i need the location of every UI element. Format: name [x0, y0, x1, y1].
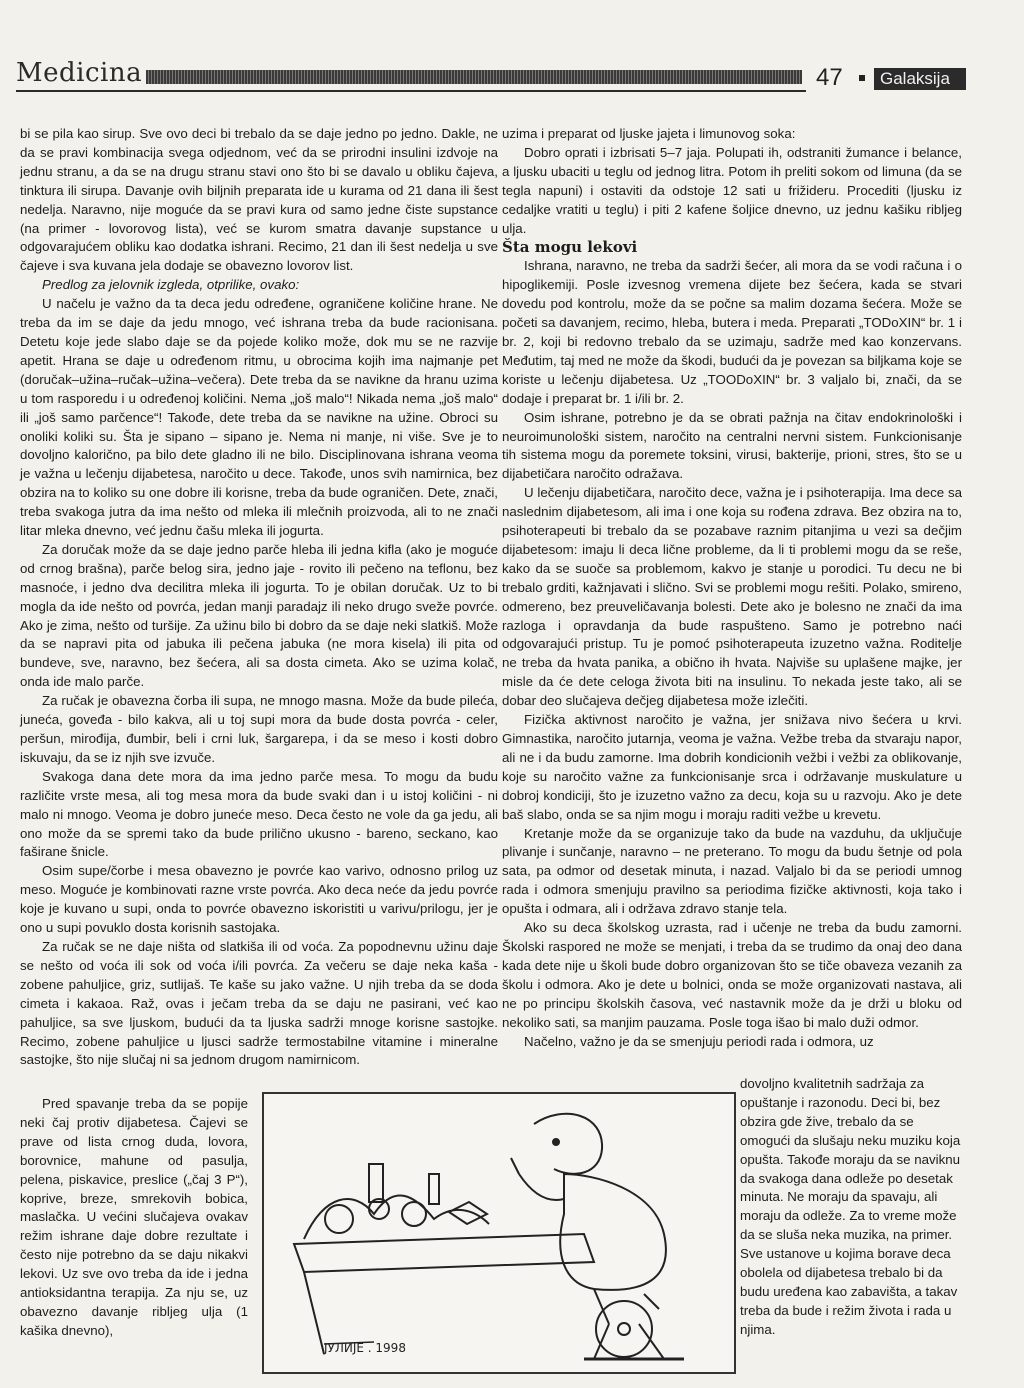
paragraph: Osim ishrane, potrebno je da se obrati pažnja na čitav endokrinološki i neuroimunološki sistem, naročito na centralni nervni sistem. Funkcionisanje tih sistema mogu da poremete toksini, virusi, bakterije, prioni, stres, što se u dijabetičara naročito odražava. — [502, 409, 962, 482]
artist-signature: ЈУЛИЈЕ . 1998 — [324, 1341, 406, 1355]
paragraph: Kretanje može da se organizuje tako da bude na vazduhu, da uključuje plivanje i sunčanje, naravno – ne preterano. To mogu da budu šetnje od pola sata, pa odmor od desetak minuta, i nazad. Valjalo bi da se periodi umnog rada i odmora smenjuju pravilno sa periodima fizičke aktivnosti, koja tako i opušta i odmara, ali i održava zdravo stanje tela. — [502, 825, 962, 917]
header-bar — [146, 70, 802, 84]
cartoon-illustration — [262, 1092, 736, 1374]
paragraph: Pred spavanje treba da se popije neki čaj protiv dijabetesa. Čajevi se prave od lista crnog duda, lovora, borovnice, mahune od pasulja, pelena, piskavice, preslice („čaj 3 P“), koprive, breze, smrekovih bobica, maslačka. U većini slučajeva ovakav režim ishrane daje dobre rezultate i često nije potrebno da se daju nikakvi lekovi. Uz sve ovo treba da ide i jedna antioksidantna terapija. Za nju se, uz obavezno davanje ribljeg ulja (1 kašika dnevno), — [20, 1096, 248, 1338]
bullet-icon — [859, 75, 865, 81]
left-column — [20, 125, 498, 1070]
left-column-bottom — [20, 1095, 248, 1341]
paragraph: Ishrana, naravno, ne treba da sadrži šećer, ali mora da se vodi računa i o hipoglikemiji. Posle izvesnog vremena dijete bez šećera, kada se stvari dovedu pod kontrolu, može da se počne sa malim dozama šećera. Može se početi sa davanjem, recimo, hleba, butera i meda. Preparati „TODoXIN“ br. 1 i br. 2, koji bi redovno trebalo da se uzimaju, sadrže med kao konzervans. Međutim, taj med ne može da škodi, budući da je povezan sa biljkama koje se koriste u lečenju dijabetesa. Uz „TOODoXIN“ br. 3 valjalo bi, znači, da se dodaje i preparat br. 1 i/ili br. 2. — [502, 258, 962, 406]
recipe-paragraph: Dobro oprati i izbrisati 5–7 jaja. Polupati ih, odstraniti žumance i belance, a ljusku ubaciti u teglu od jednog litra. Potom ih preliti sokom od limuna (da se tegla napuni) i ostaviti da odstoje 12 sati u frižideru. Procediti (ljusku iz cedaljke vratiti u teglu) i piti 2 kafene šoljice dnevno, uz jednu kašiku ribljeg ulja. — [502, 144, 962, 236]
paragraph: Za ručak je obavezna čorba ili supa, ne mnogo masna. Može da bude pileća, juneća, goveđa - bilo kakva, ali u toj supi mora da bude dosta povrća - celer, peršun, mirođija, đumbir, beli i crni luk, šargarepa, i da se meso i kosti dobro iskuvaju, da se iz njih sve izvuče. — [20, 693, 498, 765]
paragraph: Osim supe/čorbe i mesa obavezno je povrće kao varivo, odnosno prilog uz meso. Moguće je kombinovati razne vrste povrća. Ako deca neće da jedu povrće koje je kuvano u supi, onda to povrće obavezno iskoristiti u varivu/prilogu, jer je ono u supi povuklo dosta korisnih sastojaka. — [20, 863, 498, 936]
paragraph: U načelu je važno da ta deca jedu određene, ograničene količine hrane. Ne treba da im se daje da jedu mnogo, već ishrana treba da bude racionisana. Detetu koje jede slabo daje se da pojede koliko može, dok mu se ne razvije apetit. Hrana se daje u određenom ritmu, u obrocima kojih ima najmanje pet (doručak–užina–ručak–užina–večera). Dete treba da se navikne da hranu uzima u tom rasporedu i u određenoj količini. Nema „još malo“! Nikada nema „još malo“ ili „još samo parčence“! Takođe, dete treba da se navikne na užine. Obroci su onoliki koliki su. Šta je sipano – sipano je. Nema ni manje, ni više. Sve je to dovoljno kalorično, pa bilo dete gladno ili ne bilo. Disciplinovana ishrana veoma je važna u lečenju dijabetesa, naročito u dece. Takođe, unos svih namirnica, bez obzira na to koliko su one dobre ili korisne, treba da bude ograničen. Dete, znači, treba svakoga jutra da ima nešto od mleka ili mlečnih proizvoda, ali to ne znači litar mleka dnevno, već jednu čašu mleka ili jogurta. — [20, 296, 498, 539]
right-column — [502, 125, 962, 1051]
paragraph: Svakoga dana dete mora da ima jedno parče mesa. To mogu da budu različite vrste mesa, ali tog mesa mora da bude svaki dan i u istoj količini - ni malo ni mnogo. Veoma je dobro juneće meso. Deca često ne vole da ga jedu, ali ono može da se spremi tako da bude prilično ukusno - bareno, seckano, kao faširane šnicle. — [20, 768, 498, 860]
paragraph: U lečenju dijabetičara, naročito dece, važna je i psihoterapija. Ima dece sa naslednim dijabetesom, ali ima i one koja su rođena zdrava. Bez obzira na to, psihoterapeuti bi trebalo da se pozabave raznim pitanjima u vezi sa dečjim dijabetesom: imaju li deca lične probleme, da li ti problemi mogu da se reše, kako da se suoče sa problemom, kakvo je stanje u porodici. Tu decu ne bi trebalo grditi, kažnjavati i slično. Svi se problemi mogu rešiti. Polako, smireno, odmereno, bez preuveličavanja bolesti. Dete ako je bolesno ne znači da ima razloga i opravdanja da bude raspušteno. Samo je potrebno naći odgovarajući pristup. Tu je pomoć psihoterapeuta izuzetno važna. Roditelje ne treba da hvata panika, a obično ih hvata. Najviše su uplašene majke, jer misle da će dete celoga života biti na insulinu. To nekada jeste tako, ali se dobar deo slučajeva dečjeg dijabetesa može izlečiti. — [502, 485, 962, 709]
page-header — [16, 58, 962, 92]
paragraph: Ako su deca školskog uzrasta, rad i učenje ne treba da budu zamorni. Školski raspored ne može se menjati, i treba da se trudimo da onaj deo dana kada dete nije u školi bude dobro organizovan što se tiče obaveza vezanih za školu i odmora. Ako je dete u bolnici, onda se može organizovati nastava, ali ne po principu školskih časova, već nastavnik može da je drži u bloku od nekoliko sati, sa manjim pauzama. Posle toga išao bi malo duži odmor. — [502, 920, 962, 1030]
section-heading: Šta mogu lekovi — [502, 238, 638, 257]
paragraph: uzima i preparat od ljuske jajeta i limunovog soka: — [502, 126, 796, 141]
paragraph: bi se pila kao sirup. Sve ovo deci bi trebalo da se daje jedno po jedno. Dakle, ne da se pravi kombinacija svega odjednom, već da se prirodni insulini izdvoje na jednu stranu, a da se na drugu stranu stavi ono što bi se davalo u obliku čajeva, tinktura ili sirupa. Davanje ovih biljnih preparata ide u kurama od 21 dana ili šest nedelja. Naravno, nije moguće da se pravi kura od samo jedne čiste supstance (na primer - lovorovog lista), već se kurom smatra davanje supstance u odgovarajućem obliku kao dodatka ishrani. Recimo, 21 dan ili šest nedelja u sve čajeve i sva kuvana jela dodaje se obavezno lovorov list. — [20, 126, 498, 274]
paragraph: Za doručak može da se daje jedno parče hleba ili jedna kifla (ako je moguće od crnog brašna), parče belog sira, jedno jaje - rovito ili pečeno na teflonu, bez masnoće, i jedno dva decilitra mleka ili jogurta. To je obilan doručak. Uz to bi mogla da ide nešto od povrća, jedan manji paradajz ili neko drugo sveže povrće. Ako je zima, nešto od turšije. Za užinu bilo bi dobro da se daje neki slatkiš. Može da se napravi pita od jabuka ili pečena jabuka (ne mora kisela) ili pita od bundeve, sve, naravno, bez šećera, ali sa dosta cimeta. Ako se uzima kolač, onda ide malo parče. — [20, 541, 498, 690]
menu-intro: Predlog za jelovnik izgleda, otprilike, ovako: — [42, 277, 300, 293]
magazine-badge: Galaksija — [874, 68, 966, 90]
cartoon-drawing — [264, 1094, 734, 1372]
paragraph: Fizička aktivnost naročito je važna, jer snižava nivo šećera u krvi. Gimnastika, naročito jutarnja, veoma je važna. Vežbe treba da stvaraju napor, ali ne i da budu zamorne. Ima dobrih kondicionih vežbi i vežbi za oblikovanje, koje su naročito važne za funkcionisanje srca i održavanje muskulature u dobroj kondiciji, što je izuzetno važno za decu, koja su u razvoju. Ako je dete baš slabo, onda se sa njim mogu i moraju raditi vežbe u krevetu. — [502, 712, 962, 822]
header-rule — [16, 90, 806, 92]
section-title: Medicina — [16, 58, 143, 88]
paragraph: Načelno, važno je da se smenjuju periodi rada i odmora, uz — [524, 1033, 874, 1049]
paragraph: Za ručak se ne daje ništa od slatkiša ili od voća. Za popodnevnu užinu daje se nešto od voća ili sok od voća i/ili povrća. Za večeru se daje neka kaša - zobene pahuljice, griz, sutlijaš. Te kaše su jako važne. U njih treba da se doda cimeta i kakaoa. Raž, ovas i ječam treba da se daju ne pasirani, već kao pahuljice, sa sve ljuskom, budući da ta ljuska sadrži mnoge korisne sastojke. Recimo, zobene pahuljice u ljusci sadrže termostabilne vitamine i mineralne sastojke, što nije slučaj ni sa jednom drugom namirnicom. — [20, 938, 498, 1068]
page-number: 47 — [816, 64, 843, 91]
right-column-bottom — [740, 1075, 962, 1340]
paragraph: dovoljno kvalitetnih sadržaja za opuštanje i razonodu. Deci bi, bez obzira gde žive, trebalo da se omogući da slušaju neku muziku koja opušta. Takođe moraju da se naviknu da svakoga dana odleže po desetak minuta. Ne moraju da spavaju, ali moraju da odleže. Za to vreme može da se sluša neka muzika, na primer. Sve ustanove u kojima borave deca obolela od dijabetesa trebalo bi da budu uređena kao zabavišta, a takav treba da bude i režim života i rada u njima. — [740, 1076, 961, 1337]
